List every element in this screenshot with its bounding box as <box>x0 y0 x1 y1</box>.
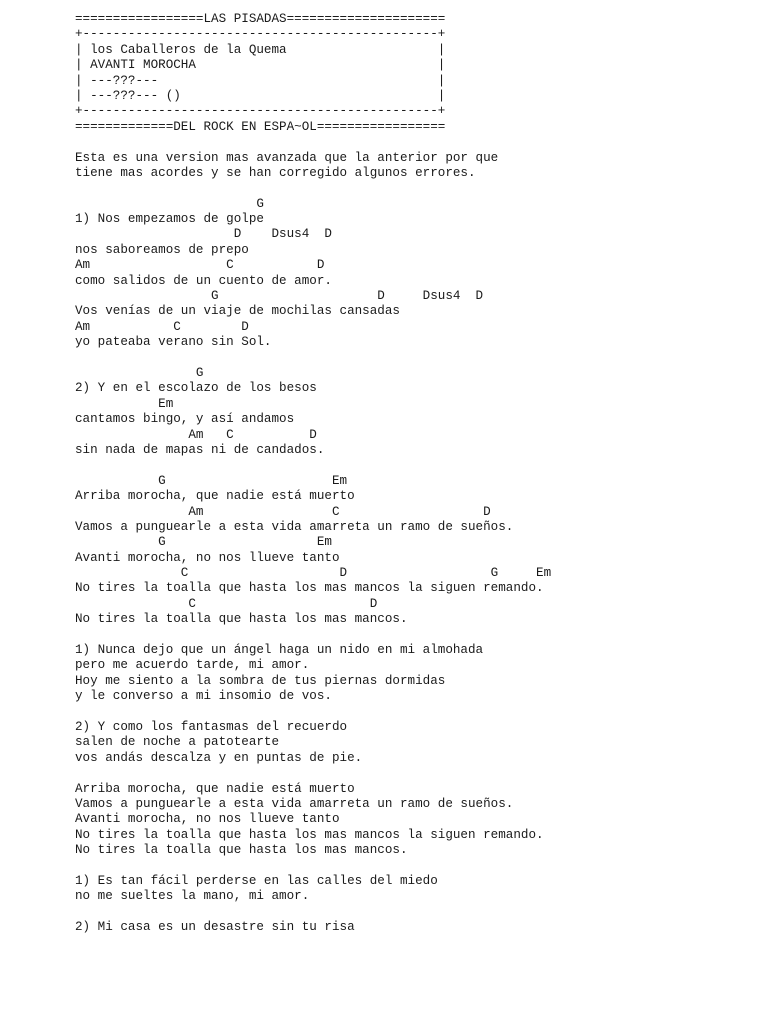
text-line: G Em <box>75 473 348 488</box>
text-line: C D <box>75 596 378 611</box>
text-line: 2) Y como los fantasmas del recuerdo <box>75 719 348 734</box>
text-line: 1) Nos empezamos de golpe <box>75 212 264 227</box>
text-line: Am C D <box>75 427 317 442</box>
text-line: no me sueltes la mano, mi amor. <box>75 889 310 904</box>
text-line: cantamos bingo, y así andamos <box>75 412 295 427</box>
text-line: +-----------------------------------------------+ <box>75 104 446 119</box>
text-line: No tires la toalla que hasta los mas mancos la siguen remando. <box>75 581 544 596</box>
text-line: +-----------------------------------------------+ <box>75 27 446 42</box>
text-line: nos saboreamos de prepo <box>75 242 249 257</box>
text-line: Arriba morocha, que nadie está muerto <box>75 489 355 504</box>
text-line: Hoy me siento a la sombra de tus piernas dormidas <box>75 673 446 688</box>
text-line <box>75 351 551 366</box>
text-line: Em <box>75 396 174 411</box>
text-line: Vamos a punguearle a esta vida amarreta un ramo de sueños. <box>75 519 514 534</box>
text-line <box>75 766 551 781</box>
text-line: =============DEL ROCK EN ESPA~OL================= <box>75 119 446 134</box>
text-line: No tires la toalla que hasta los mas mancos. <box>75 612 408 627</box>
text-line: G <box>75 365 204 380</box>
text-line: sin nada de mapas ni de candados. <box>75 442 325 457</box>
text-line <box>75 628 551 643</box>
text-line: Arriba morocha, que nadie está muerto <box>75 781 355 796</box>
text-line: G D Dsus4 D <box>75 289 484 304</box>
text-line: Am C D <box>75 319 249 334</box>
text-line: | ---???--- () | <box>75 88 446 103</box>
text-line: G <box>75 196 264 211</box>
text-line: salen de noche a patotearte <box>75 735 280 750</box>
text-line: Am C D <box>75 504 491 519</box>
text-line: Esta es una version mas avanzada que la anterior por que <box>75 150 499 165</box>
text-line <box>75 858 551 873</box>
text-line: =================LAS PISADAS===================== <box>75 12 446 26</box>
text-line <box>75 135 551 150</box>
text-line: Avanti morocha, no nos llueve tanto <box>75 812 340 827</box>
text-line: como salidos de un cuento de amor. <box>75 273 332 288</box>
text-line: pero me acuerdo tarde, mi amor. <box>75 658 310 673</box>
song-text-document <box>75 12 551 935</box>
text-line: No tires la toalla que hasta los mas mancos. <box>75 843 408 858</box>
text-line: Am C D <box>75 258 325 273</box>
text-line: Vos venías de un viaje de mochilas cansadas <box>75 304 400 319</box>
text-line: y le converso a mi insomio de vos. <box>75 689 332 704</box>
text-line: Vamos a punguearle a esta vida amarreta un ramo de sueños. <box>75 796 514 811</box>
text-line: G Em <box>75 535 332 550</box>
text-line: C D G Em <box>75 566 552 581</box>
text-line <box>75 458 551 473</box>
text-line: | ---???--- | <box>75 73 446 88</box>
text-line: 1) Es tan fácil perderse en las calles del miedo <box>75 873 438 888</box>
text-line: D Dsus4 D <box>75 227 332 242</box>
text-line: 2) Mi casa es un desastre sin tu risa <box>75 920 355 935</box>
text-line <box>75 705 551 720</box>
text-line <box>75 905 551 920</box>
text-line <box>75 181 551 196</box>
text-line: No tires la toalla que hasta los mas mancos la siguen remando. <box>75 827 544 842</box>
text-line: vos andás descalza y en puntas de pie. <box>75 750 363 765</box>
text-line: | AVANTI MOROCHA | <box>75 58 446 73</box>
text-line: 1) Nunca dejo que un ángel haga un nido en mi almohada <box>75 643 484 658</box>
text-line: Avanti morocha, no nos llueve tanto <box>75 550 340 565</box>
text-line: tiene mas acordes y se han corregido algunos errores. <box>75 165 476 180</box>
text-line: yo pateaba verano sin Sol. <box>75 335 272 350</box>
text-line: 2) Y en el escolazo de los besos <box>75 381 317 396</box>
text-line: | los Caballeros de la Quema | <box>75 42 446 57</box>
